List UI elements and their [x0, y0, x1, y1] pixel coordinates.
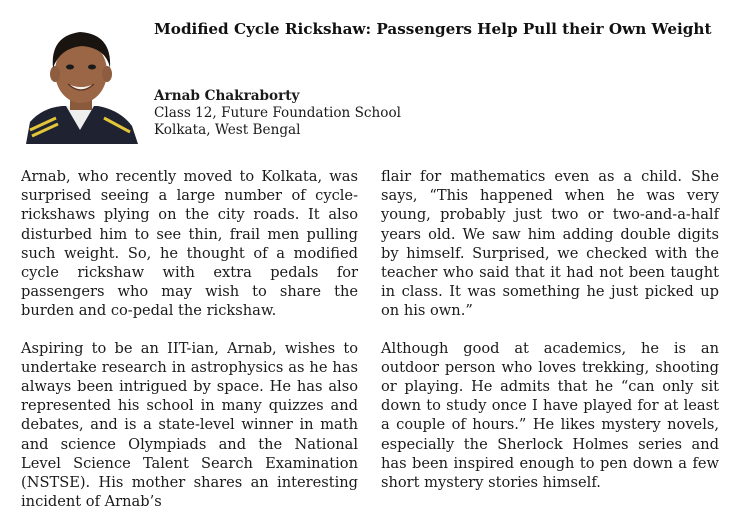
- author-photo: [22, 22, 138, 144]
- paragraph: Aspiring to be an IIT-ian, Arnab, wishes to undertake research in astrophysics as he has always been intrigued by space. He has also represented his school in many quizzes and debates, and is a state-level winner in math and science Olympiads and the National Level Science Talent Search Examination (NSTSE). His mother shares an interesting incident of Arnab’s: [21, 339, 358, 511]
- paragraph: flair for mathematics even as a child. She says, “This happened when he was very young, probably just two or two-and-a-half years old. We saw him adding double digits by himself. Surprised, we checked with the teacher who said that it had not been taught in class. It was something he just picked up on his own.”: [381, 168, 719, 320]
- author-class: Class 12, Future Foundation School: [154, 105, 401, 121]
- author-name: Arnab Chakraborty: [154, 88, 300, 104]
- article-column-right: [381, 167, 719, 510]
- paragraph: Although good at academics, he is an outdoor person who loves trekking, shooting or playing. He admits that he “can only sit down to study once I have played for at least a couple of hours.” He likes mystery novels, especially the Sherlock Holmes series and has been inspired enough to pen down a few short mystery stories himself.: [381, 339, 719, 492]
- paragraph: Arnab, who recently moved to Kolkata, was surprised seeing a large number of cycle-rickshaws plying on the city roads. It also disturbed him to see thin, frail men pulling such weight. So, he thought of a modified cycle rickshaw with extra pedals for passengers who may wish to share the burden and co-pedal the rickshaw.: [21, 168, 358, 320]
- article-title: Modified Cycle Rickshaw: Passengers Help Pull their Own Weight: [154, 20, 712, 38]
- article-column-left: [21, 167, 358, 529]
- author-info: [154, 88, 401, 139]
- author-location: Kolkata, West Bengal: [154, 122, 301, 138]
